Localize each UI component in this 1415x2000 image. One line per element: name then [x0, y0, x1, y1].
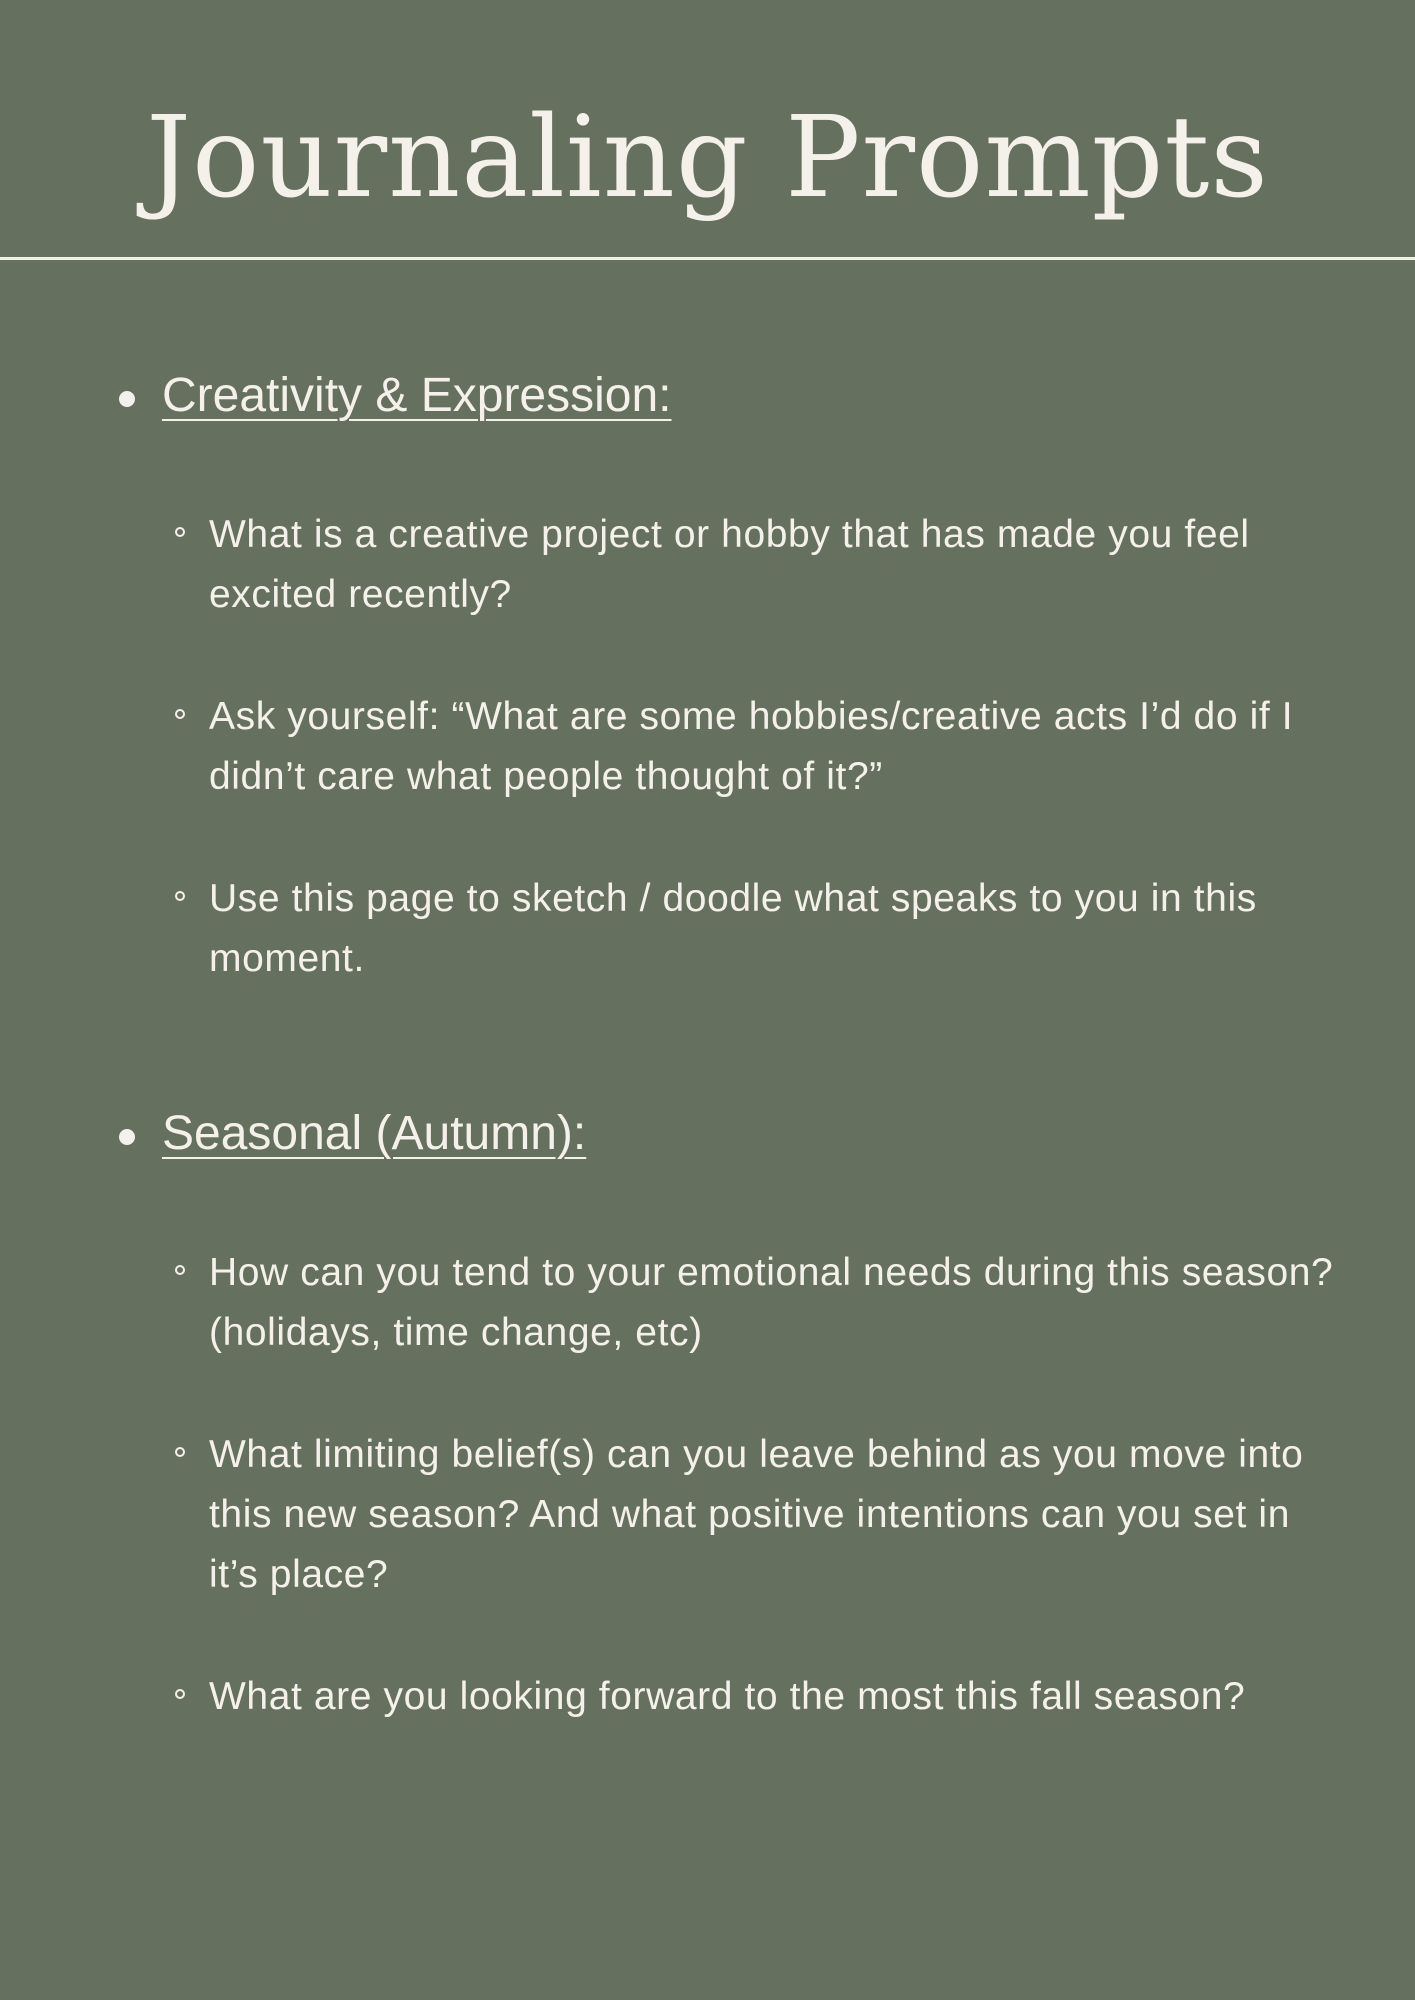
hollow-bullet-icon — [175, 891, 185, 901]
filled-bullet-icon — [119, 391, 135, 407]
hollow-bullet-icon — [175, 527, 185, 537]
hollow-bullet-icon — [175, 1265, 185, 1275]
hollow-bullet-icon — [175, 709, 185, 719]
prompt-list — [0, 1243, 1415, 1849]
section-header — [0, 365, 1415, 435]
filled-bullet-icon — [119, 1129, 135, 1145]
title-divider — [0, 257, 1415, 260]
hollow-bullet-icon — [175, 1689, 185, 1699]
section-creativity-expression — [0, 365, 1415, 980]
hollow-bullet-icon — [175, 1447, 185, 1457]
prompt-item — [0, 869, 1415, 1051]
prompt-item — [0, 1667, 1415, 1849]
section-heading: Seasonal (Autumn): — [162, 1107, 587, 1160]
prompt-text: Use this page to sketch / doodle what speaks to you in this moment. — [209, 877, 1257, 980]
prompt-item — [0, 1425, 1415, 1667]
section-seasonal-autumn — [0, 1103, 1415, 1718]
prompt-text: What are you looking forward to the most this fall season? — [209, 1675, 1246, 1718]
prompt-item — [0, 1243, 1415, 1425]
prompt-item — [0, 505, 1415, 687]
prompt-text: What limiting belief(s) can you leave behind as you move into this new season? And what positive intentions can you set in it’s place? — [209, 1433, 1304, 1596]
prompt-item — [0, 687, 1415, 869]
prompt-text: What is a creative project or hobby that has made you feel excited recently? — [209, 513, 1250, 616]
prompt-text: How can you tend to your emotional needs during this season? (holidays, time change, etc) — [209, 1251, 1334, 1354]
section-heading: Creativity & Expression: — [162, 369, 672, 422]
page-title: Journaling Prompts — [146, 93, 1269, 223]
section-header — [0, 1103, 1415, 1173]
prompt-list — [0, 505, 1415, 1051]
prompt-text: Ask yourself: “What are some hobbies/creative acts I’d do if I didn’t care what people thought of it?” — [209, 695, 1294, 798]
